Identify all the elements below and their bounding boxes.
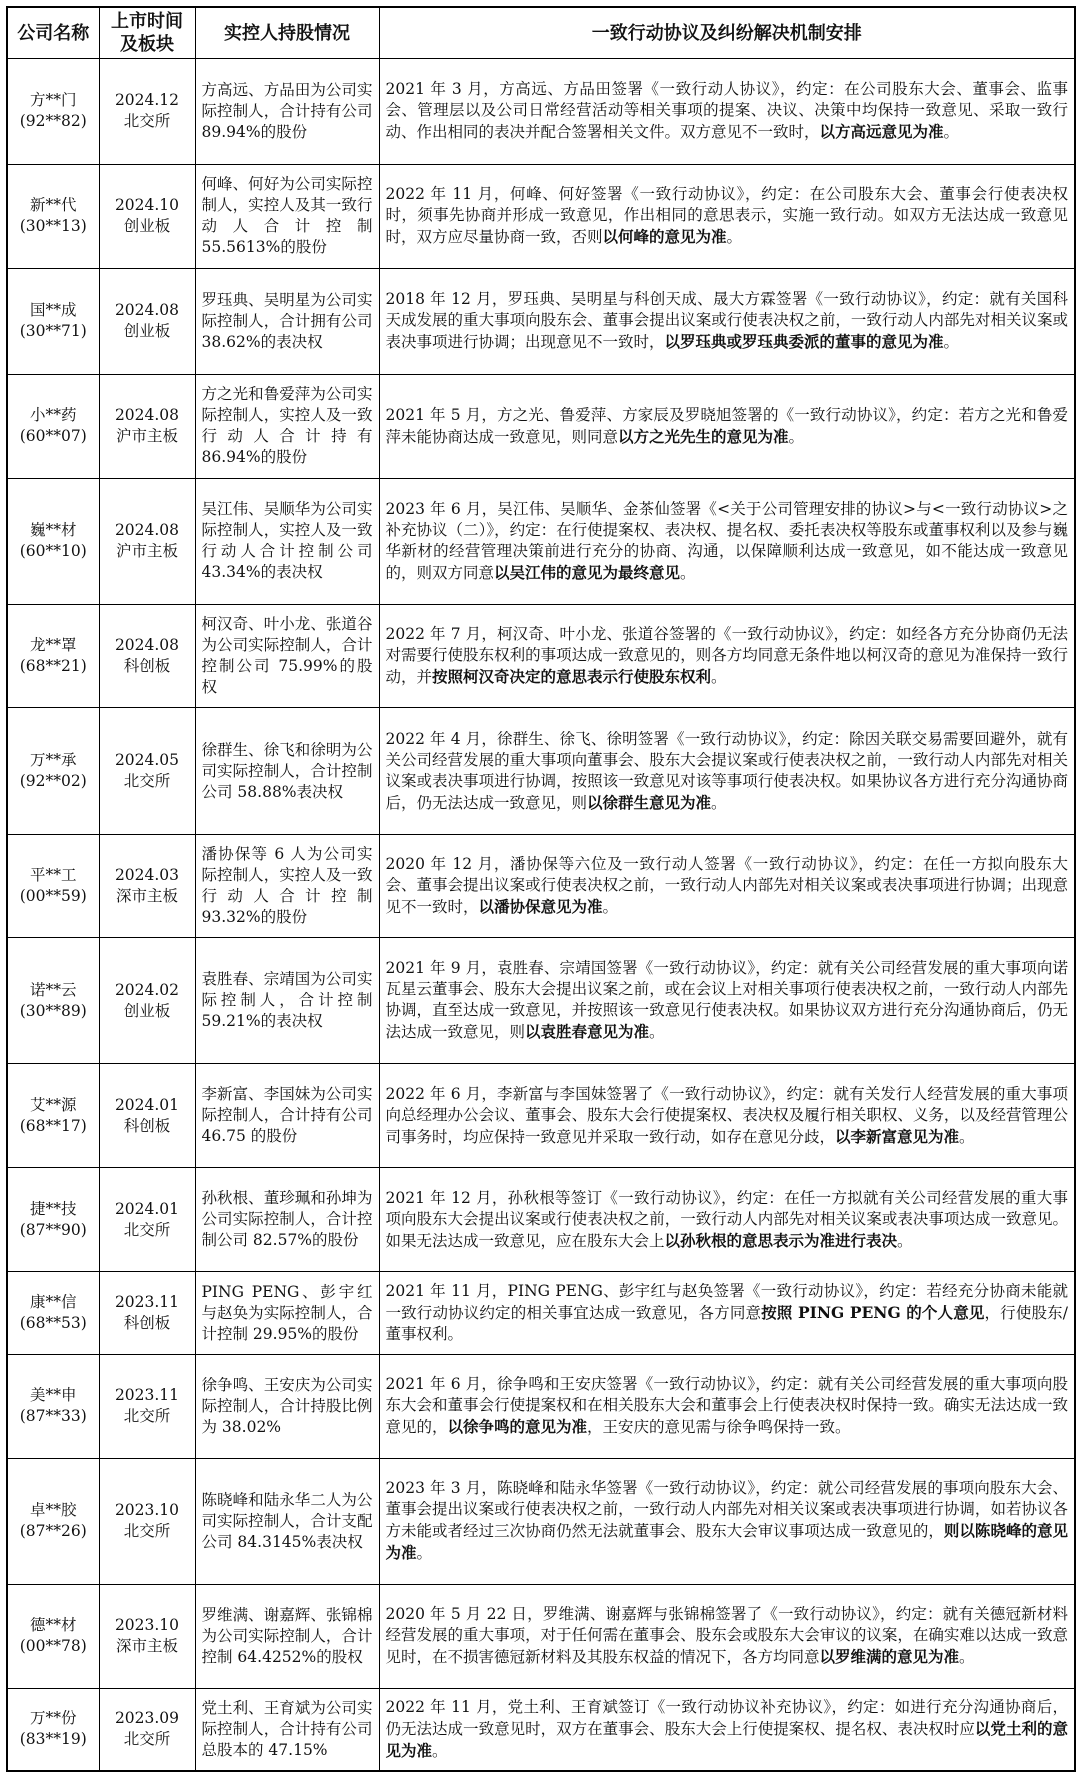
company-name: 诺**云 [29,980,77,999]
controller-holding: 罗维满、谢嘉辉、张锦棉为公司实际控制人，合计控制 64.4252%的股权 [195,1584,379,1688]
agreement-cell [379,374,1075,478]
agreement-key-clause: 以孙秋根的意思表示为准进行表决 [664,1230,898,1250]
company-cell [7,374,99,478]
header-listing-date-board: 上市时间及板块 [99,7,195,59]
listing-board: 北交所 [123,1522,171,1541]
company-cell [7,708,99,834]
agreement-text: 2022 年 4 月，徐群生、徐飞、徐明签署《一致行动协议》，约定：除因关联交易需要回避外，就有关公司经营发展的重大事项向董事会、股东大会提议案或行使表决权之前，一致行动人内部先对相关议案或表决事项进行协调，按照该一致意见对该等事项行使表决权。如果协议各方进行充分沟通协商后，仍无法达成一致意见，则 [385,729,1068,812]
company-cell [7,478,99,604]
agreement-tail: 。 [959,1127,975,1146]
agreement-cell [379,478,1075,604]
agreement-text: 2020 年 5 月 22 日，罗维满、谢嘉辉与张锦棉签署了《一致行动协议》，约定：就有关德冠新材料经营发展的重大事项，对于任何需在董事会、股东会或股东大会审议的议案，在确实难以达成一致意见时，在不损害德冠新材料及其股东权益的情况下，各方均同意 [385,1605,1068,1667]
company-name: 龙**罩 [29,636,77,655]
company-name: 美**申 [29,1386,77,1405]
table-row [7,1168,1075,1272]
listing-date: 2024.08 [114,636,180,655]
header-company-name: 公司名称 [7,7,99,59]
company-cell [7,59,99,165]
controller-holding: 吴江伟、吴顺华为公司实际控制人，实控人及一致行动人合计控制公司 43.34%的表决权 [195,478,379,604]
listing-cell [99,1168,195,1272]
agreement-tail: ，王安庆的意见需与徐争鸣保持一致。 [587,1418,851,1437]
listing-date: 2024.01 [114,1199,180,1218]
listing-board: 沪市主板 [115,542,178,561]
agreement-cell [379,59,1075,165]
company-name: 巍**材 [29,521,77,540]
listing-cell [99,1584,195,1688]
agreement-key-clause: 以方之光先生的意见为准 [618,426,789,446]
agreement-text: 2021 年 6 月，徐争鸣和王安庆签署《一致行动协议》，约定：就有关公司经营发展的重大事项向股东大会和董事会行使提案权和在相关股东大会和董事会上行使表决权时保持一致。确实无法达成一致意见的， [385,1375,1068,1437]
table-row [7,708,1075,834]
controller-holding: 李新富、李国妹为公司实际控制人，合计持有公司 46.75 的股份 [195,1064,379,1168]
agreement-cell [379,708,1075,834]
agreement-text: 2022 年 7 月，柯汉奇、叶小龙、张道谷签署的《一致行动协议》，约定：如经各方充分协商仍无法对需要行使股东权利的事项达成一致意见的，则各方均同意无条件地以柯汉奇的意见为准保持一致行动，并 [385,625,1068,687]
table-body [7,59,1075,1772]
table-row [7,478,1075,604]
listing-cell [99,164,195,268]
controller-holding: 罗珏典、吴明星为公司实际控制人，合计拥有公司 38.62%的表决权 [195,268,379,374]
listing-date: 2023.10 [114,1616,180,1635]
agreement-key-clause: 以徐争鸣的意见为准 [447,1417,588,1437]
agreement-cell [379,1688,1075,1771]
company-name: 国**成 [29,301,77,320]
agreement-key-clause: 以党土利的意见为准 [385,1718,1068,1760]
listing-date: 2024.02 [114,980,180,999]
agreement-text: 2018 年 12 月，罗珏典、吴明星与科创天成、晟大方霖签署《一致行动协议》，约定：就有关国科天成发展的重大事项向股东会、董事会提出议案或行使表决权之前，一致行动人内部先对相关议案或表决事项进行协调；出现意见不一致时， [385,290,1068,352]
table-row [7,59,1075,165]
table-row [7,938,1075,1064]
company-cell [7,164,99,268]
listing-board: 深市主板 [115,886,178,905]
listing-board: 创业板 [123,322,171,341]
table-row [7,268,1075,374]
listing-board: 北交所 [123,1730,171,1749]
listing-board: 北交所 [123,1220,171,1239]
table-row [7,1354,1075,1458]
company-code: (68**21) [19,657,87,676]
agreement-tail: ，行使股东/董事权利。 [385,1304,1068,1344]
agreement-tail: 。 [943,123,960,142]
agreement-text: 2021 年 3 月，方高远、方品田签署《一致行动人协议》，约定：在公司股东大会、董事会、监事会、管理层以及公司日常经营活动等相关事项的提案、决议、决策中均保持一致意见、采取一致行动、作出相同的表决并配合签署相关文件。双方意见不一致时， [385,80,1068,142]
agreement-cell [379,164,1075,268]
agreement-cell [379,268,1075,374]
controller-holding: 何峰、何好为公司实际控制人，实控人及其一致行动人合计控制 55.5613%的股份 [195,164,379,268]
listing-date: 2023.09 [114,1709,180,1728]
agreement-cell [379,1272,1075,1355]
agreement-cell [379,1064,1075,1168]
controller-holding: 柯汉奇、叶小龙、张道谷为公司实际控制人，合计控制公司 75.99%的股权 [195,604,379,708]
listing-board: 北交所 [123,1407,171,1426]
agreement-key-clause: 以潘协保意见为准 [478,896,603,916]
listing-cell [99,604,195,708]
listing-board: 深市主板 [115,1637,178,1656]
controller-holding: 方之光和鲁爱萍为公司实际控制人，实控人及一致行动人合计持有 86.94%的股份 [195,374,379,478]
listing-date: 2024.08 [114,406,180,425]
agreement-tail: 。 [788,427,805,446]
listing-cell [99,708,195,834]
listing-date: 2024.12 [114,91,180,110]
agreement-text: 2022 年 11 月，何峰、何好签署《一致行动协议》，约定：在公司股东大会、董事会行使表决权时，须事先协商并形成一致意见，作出相同的意思表示，实施一致行动。如双方无法达成一致意见时，双方应尽量协商一致，否则 [385,185,1068,247]
controller-holding: 方高远、方品田为公司实际控制人，合计持有公司 89.94%的股份 [195,59,379,165]
agreement-key-clause: 以李新富意见为准 [835,1126,960,1146]
agreement-cell [379,604,1075,708]
table-header-row [7,7,1075,59]
company-code: (68**17) [19,1116,87,1135]
listing-date: 2023.11 [114,1386,180,1405]
agreement-tail: 。 [432,1741,448,1760]
listing-date: 2024.05 [114,751,180,769]
agreement-tail: 。 [416,1544,433,1563]
listing-cell [99,1272,195,1355]
company-name: 新**代 [29,196,77,215]
company-name: 艾**源 [29,1095,77,1114]
agreement-key-clause: 则以陈晓峰的意见为准 [385,1521,1068,1563]
table-row [7,834,1075,938]
company-code: (68**53) [19,1314,87,1333]
company-name: 康**信 [29,1293,77,1312]
listing-date: 2024.08 [114,301,180,320]
company-cell [7,1458,99,1584]
agreement-table [6,6,1076,1772]
listing-cell [99,268,195,374]
agreement-key-clause: 以方高远意见为准 [819,122,944,142]
agreement-key-clause: 以何峰的意见为准 [602,227,727,247]
company-code: (30**89) [19,1001,87,1020]
company-name: 万**承 [29,751,77,769]
table-row [7,604,1075,708]
controller-holding: PING PENG、彭宇红与赵奂为实际控制人，合计控制 29.95%的股份 [195,1272,379,1355]
company-cell [7,1064,99,1168]
listing-cell [99,938,195,1064]
agreement-tail: 。 [897,1231,913,1250]
table-row [7,164,1075,268]
table-row [7,374,1075,478]
agreement-key-clause: 以吴江伟的意见为最终意见 [494,562,681,582]
listing-board: 科创板 [123,1116,171,1135]
company-code: (92**82) [19,112,87,131]
company-cell [7,1584,99,1688]
agreement-cell [379,1168,1075,1272]
company-name: 方**门 [29,91,77,110]
company-cell [7,938,99,1064]
agreement-text: 2021 年 12 月，孙秋根等签订《一致行动协议》，约定：在任一方拟就有关公司经营发展的重大事项向股东大会提出议案或行使表决权之前，一致行动人内部先对相关议案或表决事项达成一致意见。如果无法达成一致意见，应在股东大会上 [385,1188,1068,1250]
agreement-tail: 。 [711,793,727,812]
table-row [7,1584,1075,1688]
company-cell [7,834,99,938]
listing-date: 2024.10 [114,196,180,215]
header-agreement-arrangement: 一致行动协议及纠纷解决机制安排 [379,7,1075,59]
controller-holding: 潘协保等 6 人为公司实际控制人，实控人及一致行动人合计控制 93.32%的股份 [195,834,379,938]
listing-cell [99,374,195,478]
listing-board: 创业板 [123,1001,171,1020]
company-code: (30**71) [19,322,87,341]
company-name: 卓**胶 [29,1501,77,1520]
agreement-key-clause: 按照 PING PENG 的个人意见 [761,1303,985,1323]
company-name: 捷**技 [29,1199,77,1218]
table-row [7,1272,1075,1355]
agreement-tail: 。 [649,1023,665,1042]
listing-cell [99,478,195,604]
agreement-text: 2022 年 11 月，党土利、王育斌签订《一致行动协议补充协议》，约定：如进行充分沟通协商后，仍无法达成一致意见时，双方在董事会、股东大会上行使提案权、提名权、表决权时应 [385,1697,1068,1738]
agreement-tail: 。 [943,333,960,352]
listing-board: 创业板 [123,217,171,236]
company-code: (30**13) [19,217,87,236]
table-row [7,1064,1075,1168]
agreement-cell [379,834,1075,938]
agreement-key-clause: 以徐群生意见为准 [587,792,712,812]
company-code: (83**19) [19,1730,87,1749]
agreement-key-clause: 以罗维满的意见为准 [819,1647,960,1667]
controller-holding: 陈晓峰和陆永华二人为公司实际控制人，合计支配公司 84.3145%表决权 [195,1458,379,1584]
agreement-text: 2020 年 12 月，潘协保等六位及一致行动人签署《一致行动协议》，约定：在任一方拟向股东大会、董事会提出议案或行使表决权之前，一致行动人内部先对相关议案或表决事项进行协调；出现意见不一致时， [385,854,1068,916]
listing-board: 北交所 [123,112,171,131]
company-code: (60**07) [19,427,87,446]
listing-cell [99,1354,195,1458]
company-code: (00**78) [19,1637,87,1656]
listing-cell [99,1458,195,1584]
table-row [7,1458,1075,1584]
company-code: (00**59) [19,886,87,905]
agreement-text: 2023 年 3 月，陈晓峰和陆永华签署《一致行动协议》，约定：就公司经营发展的事项向股东大会、董事会提出议案或行使表决权之前，一致行动人内部先对相关议案或表决事项进行协调，如若协议各方未能或者经过三次协商仍然无法就董事会、股东大会审议事项达成一致意见的， [385,1479,1068,1541]
listing-date: 2024.03 [114,865,180,884]
agreement-cell [379,1458,1075,1584]
agreement-tail: 。 [680,563,696,582]
company-name: 平**工 [29,865,77,884]
agreement-key-clause: 以袁胜春意见为准 [525,1022,650,1042]
controller-holding: 徐争鸣、王安庆为公司实际控制人，合计持股比例为 38.02% [195,1354,379,1458]
controller-holding: 徐群生、徐飞和徐明为公司实际控制人，合计控制公司 58.88%表决权 [195,708,379,834]
company-code: (87**26) [19,1522,87,1541]
agreement-text: 2021 年 5 月，方之光、鲁爱萍、方家辰及罗晓旭签署的《一致行动协议》，约定：若方之光和鲁爱萍未能协商达成一致意见，则同意 [385,405,1068,446]
listing-date: 2024.08 [114,521,180,540]
agreement-tail: 。 [726,228,743,247]
controller-holding: 袁胜春、宗靖国为公司实际控制人，合计控制 59.21%的表决权 [195,938,379,1064]
listing-cell [99,1064,195,1168]
company-code: (60**10) [19,542,87,561]
company-name: 德**材 [29,1616,77,1635]
agreement-tail: 。 [711,668,727,687]
agreement-text: 2022 年 6 月，李新富与李国妹签署了《一致行动协议》，约定：就有关发行人经营发展的重大事项向总经理办公会议、董事会、股东大会行使提案权、表决权及履行相关职权、义务，以及经营管理公司事务时，均应保持一致意见并采取一致行动，如存在意见分歧， [385,1084,1068,1146]
agreement-text: 2021 年 9 月，袁胜春、宗靖国签署《一致行动协议》，约定：就有关公司经营发展的重大事项向诺瓦星云董事会、股东大会提出议案之前，或在会议上对相关事项行使表决权之前，一致行动人内部先协调，直至达成一致意见，并按照该一致意见行使表决权。如果协议双方进行充分沟通协商后，仍无法达成一致意见，则 [385,959,1068,1042]
controller-holding: 孙秋根、董珍珮和孙坤为公司实际控制人，合计控制公司 82.57%的股份 [195,1168,379,1272]
company-cell [7,1272,99,1355]
listing-cell [99,1688,195,1771]
agreement-cell [379,1584,1075,1688]
table-row [7,1688,1075,1771]
company-cell [7,1354,99,1458]
agreement-key-clause: 按照柯汉奇决定的意思表示行使股东权利 [432,667,712,687]
listing-board: 沪市主板 [115,427,178,446]
company-name: 小**药 [29,406,77,425]
company-cell [7,604,99,708]
listing-board: 北交所 [123,772,171,790]
agreement-text: 2021 年 11 月，PING PENG、彭宇红与赵奂签署《一致行动协议》，约定：若经充分协商未能就一致行动协议约定的相关事宜达成一致意见，各方同意 [385,1282,1068,1323]
agreement-cell [379,1354,1075,1458]
company-cell [7,1168,99,1272]
agreement-cell [379,938,1075,1064]
company-cell [7,1688,99,1771]
agreement-text: 2023 年 6 月，吴江伟、吴顺华、金茶仙签署《<关于公司管理安排的协议>与<一致行动协议>之补充协议（二）》，约定：在行使提案权、表决权、提名权、委托表决权等股东或董事权利以及参与巍华新材的经营管理决策前进行充分的协商、沟通，以保障顺利达成一致意见，如不能达成一致意见的，则双方同意 [385,499,1068,582]
listing-board: 科创板 [123,1314,171,1333]
agreement-key-clause: 以罗珏典或罗珏典委派的董事的意见为准 [664,332,944,352]
listing-date: 2023.10 [114,1501,180,1520]
listing-cell [99,834,195,938]
listing-date: 2024.01 [114,1095,180,1114]
listing-board: 科创板 [123,657,171,676]
company-cell [7,268,99,374]
listing-cell [99,59,195,165]
company-code: (87**33) [19,1407,87,1426]
listing-date: 2023.11 [114,1293,180,1312]
header-controller-holding: 实控人持股情况 [195,7,379,59]
company-code: (92**02) [19,772,87,790]
agreement-tail: 。 [602,897,619,916]
controller-holding: 党土利、王育斌为公司实际控制人，合计持有公司总股本的 47.15% [195,1688,379,1771]
agreement-tail: 。 [959,1648,975,1667]
company-name: 万**份 [29,1709,77,1728]
company-code: (87**90) [19,1220,87,1239]
